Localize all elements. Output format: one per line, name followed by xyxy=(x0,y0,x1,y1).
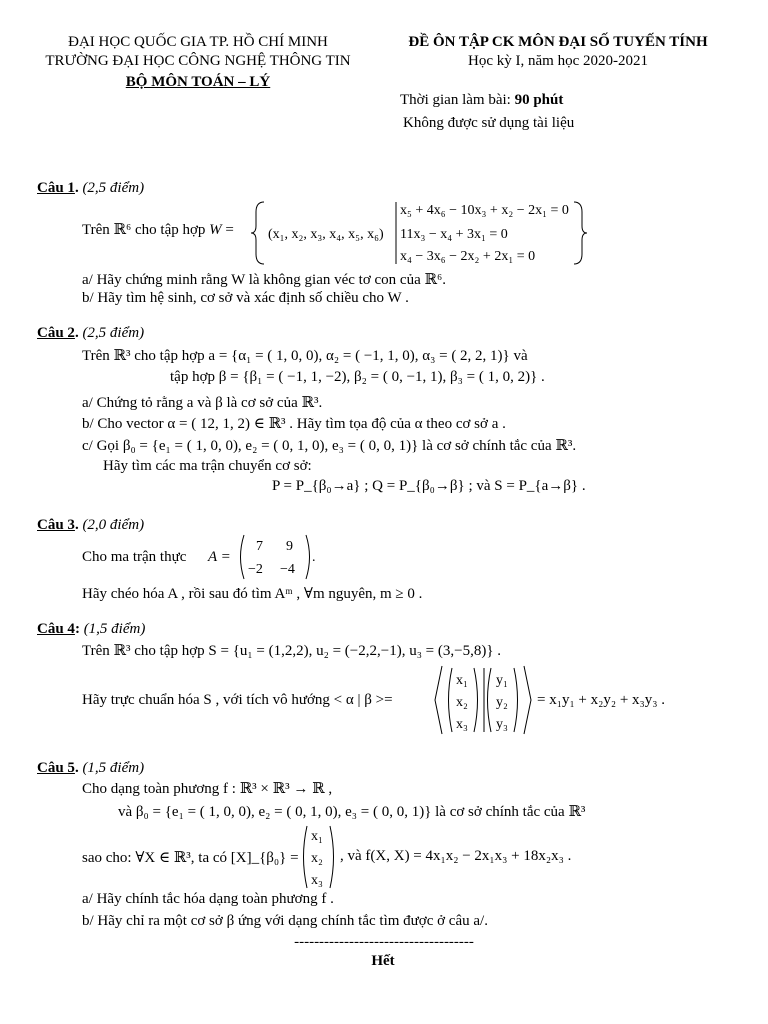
q3-right-paren xyxy=(306,535,310,579)
q1-right-brace xyxy=(574,202,587,264)
q2-label: Câu 2 xyxy=(37,325,75,341)
q2-points: (2,5 điểm) xyxy=(82,325,145,341)
q5-v2: x₂ xyxy=(311,851,323,866)
q5-line2: và β₀ = {e₁ = ( 1, 0, 0), e₂ = ( 0, 1, 0), e₃ = ( 0, 0, 1)} là cơ sở chính tắc của ℝ³ xyxy=(118,804,586,820)
materials-note: Không được sử dụng tài liệu xyxy=(403,115,575,131)
q1-heading: Câu 1. (2,5 điểm) xyxy=(37,180,145,196)
q5-heading: Câu 5. (1,5 điểm) xyxy=(37,760,145,776)
q4-points: (1,5 điểm) xyxy=(83,621,146,637)
q5-part-b: b/ Hãy chỉ ra một cơ sở β ứng với dạng chính tắc tìm được ở câu a/. xyxy=(82,913,488,929)
q5-points: (1,5 điểm) xyxy=(82,760,145,776)
q1-eq3: x₄ − 3x₆ − 2x₂ + 2x₁ = 0 xyxy=(400,249,536,264)
q5-left-paren xyxy=(304,826,308,888)
q1-set-text: cho tập hợp xyxy=(135,222,206,238)
time-label: Thời gian làm bài: xyxy=(400,92,511,108)
q4-inner-product xyxy=(434,664,534,736)
q1-eq1: x₅ + 4x₆ − 10x₃ + x₂ − 2x₁ = 0 xyxy=(400,203,569,218)
department-name: BỘ MÔN TOÁN – LÝ xyxy=(125,74,271,90)
q4-y1: y₁ xyxy=(496,673,508,688)
q3-m11: 7 xyxy=(256,539,263,554)
q2-part-c3: P = P_{β₀→a} ; Q = P_{β₀→β} ; và S = P_{a→β} . xyxy=(272,478,586,494)
q1-label: Câu 1 xyxy=(37,180,75,196)
q1-eq2: 11x₃ − x₄ + 3x₁ = 0 xyxy=(400,227,508,242)
q1-intro: Trên ℝ⁶ cho tập hợp W = xyxy=(82,222,234,238)
q1-set-definition xyxy=(250,198,590,268)
time-value: 90 phút xyxy=(514,92,564,108)
school-name: TRƯỜNG ĐẠI HỌC CÔNG NGHỆ THÔNG TIN xyxy=(45,53,351,69)
q3-A-label: A = xyxy=(208,549,231,565)
q3-line2: Hãy chéo hóa A , rồi sau đó tìm Aᵐ , ∀m nguyên, m ≥ 0 . xyxy=(82,586,423,602)
q4-x3: x₃ xyxy=(456,717,468,732)
q1-points: (2,5 điểm) xyxy=(82,180,145,196)
q1-part-a: a/ Hãy chứng minh rằng W là không gian véc tơ con của ℝ⁶. xyxy=(82,272,446,288)
q2-line1: Trên ℝ³ cho tập hợp a = {α₁ = ( 1, 0, 0), α₂ = ( −1, 1, 0), α₃ = ( 2, 2, 1)} và xyxy=(82,348,528,364)
q3-matrix xyxy=(236,533,316,581)
footer-end: Hết xyxy=(371,953,395,969)
q3-left-paren xyxy=(241,535,245,579)
semester: Học kỳ I, năm học 2020-2021 xyxy=(468,53,648,69)
q4-x-left-paren xyxy=(449,668,453,732)
q5-coord-vector xyxy=(300,824,340,890)
q1-left-brace xyxy=(251,202,264,264)
q5-v3: x₃ xyxy=(311,873,323,888)
q3-m21: −2 xyxy=(248,562,263,577)
q2-heading: Câu 2. (2,5 điểm) xyxy=(37,325,145,341)
exam-title: ĐỀ ÔN TẬP CK MÔN ĐẠI SỐ TUYẾN TÍNH xyxy=(408,34,708,50)
q4-x1: x₁ xyxy=(456,673,468,688)
q4-y-right-paren xyxy=(514,668,518,732)
q4-line2: Hãy trực chuẩn hóa S , với tích vô hướng < α | β >= xyxy=(82,692,393,708)
q4-right-angle xyxy=(524,666,531,734)
q4-x2: x₂ xyxy=(456,695,468,710)
q1-W: W xyxy=(209,222,222,238)
q4-rhs: = x₁y₁ + x₂y₂ + x₃y₃ . xyxy=(537,692,666,708)
q2-part-a: a/ Chứng tỏ rằng a và β là cơ sở của ℝ³. xyxy=(82,395,323,411)
q4-heading: Câu 4: (1,5 điểm) xyxy=(37,621,146,637)
q3-m12: 9 xyxy=(286,539,293,554)
q5-label: Câu 5 xyxy=(37,760,75,776)
q4-label: Câu 4 xyxy=(37,621,75,637)
q5-line3b: , và f(X, X) = 4x₁x₂ − 2x₁x₃ + 18x₂x₃ . xyxy=(340,848,572,864)
q2-line2: tập hợp β = {β₁ = ( −1, 1, −2), β₂ = ( 0, −1, 1), β₃ = ( 1, 0, 2)} . xyxy=(170,369,545,385)
q4-left-angle xyxy=(435,666,442,734)
q2-part-b: b/ Cho vector α = ( 12, 1, 2) ∈ ℝ³ . Hãy tìm tọa độ của α theo cơ sở a . xyxy=(82,416,506,432)
q1-intro-text: Trên xyxy=(82,222,110,238)
university-name: ĐẠI HỌC QUỐC GIA TP. HỒ CHÍ MINH xyxy=(68,34,328,50)
q3-label: Câu 3 xyxy=(37,517,75,533)
footer-divider: ------------------------------------ xyxy=(294,934,474,950)
q3-m22: −4 xyxy=(280,562,295,577)
q5-line1: Cho dạng toàn phương f : ℝ³ × ℝ³ → ℝ , xyxy=(82,781,333,797)
q4-line1: Trên ℝ³ cho tập hợp S = {u₁ = (1,2,2), u₂ = (−2,2,−1), u₃ = (3,−5,8)} . xyxy=(82,643,502,659)
q5-line3a: sao cho: ∀X ∈ ℝ³, ta có [X]_{β₀} = xyxy=(82,850,299,866)
q3-heading: Câu 3. (2,0 điểm) xyxy=(37,517,145,533)
q5-part-a: a/ Hãy chính tắc hóa dạng toàn phương f . xyxy=(82,891,334,907)
q1-r6: ℝ⁶ xyxy=(113,222,132,238)
q2-part-c2: Hãy tìm các ma trận chuyển cơ sở: xyxy=(103,458,312,474)
q3-points: (2,0 điểm) xyxy=(82,517,145,533)
q4-x-right-paren xyxy=(474,668,478,732)
q4-y2: y₂ xyxy=(496,695,508,710)
q3-intro: Cho ma trận thực xyxy=(82,549,187,565)
q1-tuple: (x₁, x₂, x₃, x₄, x₅, x₆) xyxy=(268,227,384,242)
q4-y3: y₃ xyxy=(496,717,508,732)
q5-v1: x₁ xyxy=(311,829,323,844)
q4-y-left-paren xyxy=(488,668,492,732)
q5-right-paren xyxy=(330,826,334,888)
q1-part-b: b/ Hãy tìm hệ sinh, cơ sở và xác định số chiều cho W . xyxy=(82,290,409,306)
svg-text:.: . xyxy=(312,550,316,565)
time-limit xyxy=(400,92,563,109)
q2-part-c: c/ Gọi β₀ = {e₁ = ( 1, 0, 0), e₂ = ( 0, 1, 0), e₃ = ( 0, 0, 1)} là cơ sở chính tắc của ℝ³. xyxy=(82,438,577,454)
